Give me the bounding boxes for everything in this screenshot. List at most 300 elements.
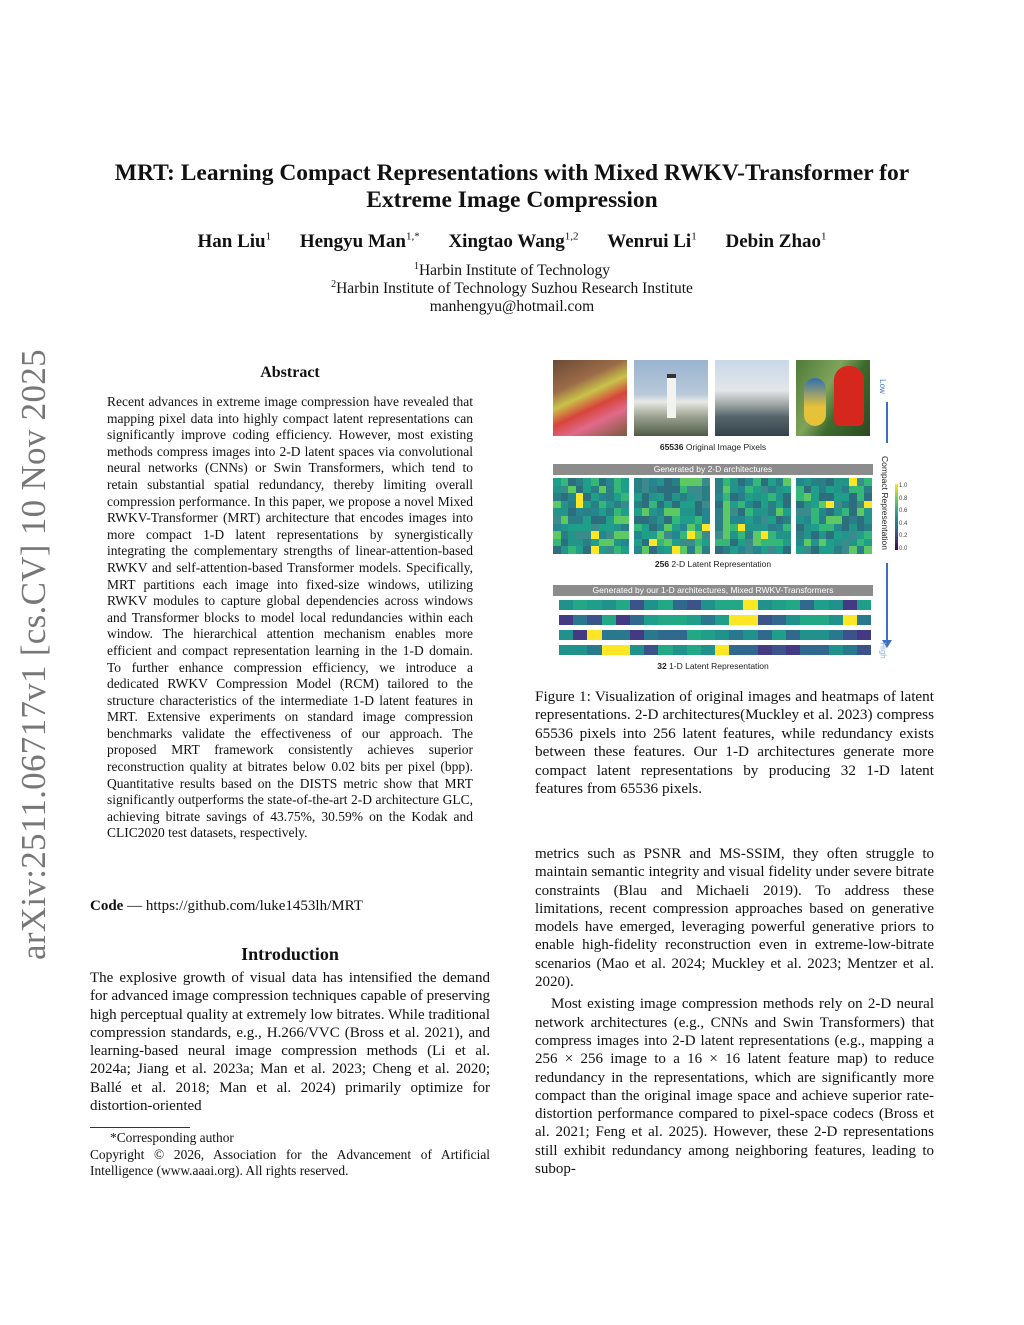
heatmap-cell: [811, 539, 819, 547]
code-line: Code — https://github.com/luke1453lh/MRT: [90, 898, 363, 914]
heatmap-cell: [796, 546, 804, 554]
heatmap-cell: [811, 501, 819, 509]
heatmap-cell: [657, 531, 665, 539]
heatmap-cell: [738, 493, 746, 501]
strip-cell: [800, 600, 814, 610]
heatmap-cell: [599, 501, 607, 509]
heatmap-cell: [849, 516, 857, 524]
latent-1d-strip: [559, 645, 871, 655]
strip-cell: [729, 615, 743, 625]
strip-cell: [630, 615, 644, 625]
strip-cell: [644, 630, 658, 640]
heatmap-cell: [599, 516, 607, 524]
footnote: [90, 1130, 490, 1180]
heatmap-cell: [761, 508, 769, 516]
strip-cell: [843, 645, 857, 655]
heatmap-cell: [591, 531, 599, 539]
heatmap-cell: [553, 486, 561, 494]
heatmap-cell: [576, 531, 584, 539]
strip-cell: [630, 630, 644, 640]
heatmap-cell: [723, 546, 731, 554]
heatmap-cell: [776, 531, 784, 539]
heatmap-cell: [811, 508, 819, 516]
strip-cell: [715, 615, 729, 625]
heatmap-cell: [672, 478, 680, 486]
heatmap-cell: [553, 539, 561, 547]
heatmap-cell: [804, 493, 812, 501]
heatmap-2d-3: [715, 478, 791, 554]
figure-1: [553, 360, 908, 680]
heatmap-cell: [738, 516, 746, 524]
heatmap-cell: [591, 501, 599, 509]
copyright-note: Copyright © 2026, Association for the Advancement of Artificial Intelligence (www.aaai.org). All rights reserved.: [90, 1146, 490, 1178]
heatmap-cell: [553, 501, 561, 509]
heatmap-cell: [583, 493, 591, 501]
heatmap-cell: [621, 501, 629, 509]
heatmap-cell: [634, 546, 642, 554]
strip-cell: [772, 630, 786, 640]
strip-cell: [743, 645, 757, 655]
heatmap-cell: [695, 493, 703, 501]
heatmap-cell: [819, 478, 827, 486]
heatmap-cell: [849, 508, 857, 516]
heatmap-cell: [761, 501, 769, 509]
heatmap-cell: [783, 508, 791, 516]
heatmap-cell: [576, 516, 584, 524]
heatmap-cell: [811, 524, 819, 532]
strip-cell: [843, 630, 857, 640]
heatmap-cell: [568, 546, 576, 554]
arxiv-stamp: arXiv:2511.06717v1 [cs.CV] 10 Nov 2025: [14, 349, 53, 960]
heatmap-cell: [583, 531, 591, 539]
heatmap-cell: [599, 493, 607, 501]
heatmap-cell: [642, 539, 650, 547]
heatmap-cell: [849, 539, 857, 547]
axis-title: Compact Representation: [880, 443, 890, 563]
heatmap-cell: [796, 493, 804, 501]
heatmap-cell: [864, 508, 872, 516]
strip-cell: [715, 645, 729, 655]
heatmap-cell: [745, 508, 753, 516]
heatmap-cell: [753, 493, 761, 501]
heatmap-cell: [606, 493, 614, 501]
colorbar-ticks: 1.0 0.8 0.6 0.4 0.2 0.0: [899, 483, 908, 552]
strip-cell: [701, 645, 715, 655]
strip-cell: [673, 615, 687, 625]
latent-1d-strip: [559, 630, 871, 640]
heatmap-cell: [811, 531, 819, 539]
heatmap-cell: [583, 546, 591, 554]
heatmap-cell: [804, 546, 812, 554]
heatmap-cell: [819, 501, 827, 509]
heatmap-cell: [702, 508, 710, 516]
heatmap-cell: [715, 516, 723, 524]
heatmap-cell: [672, 524, 680, 532]
heatmap-cell: [568, 478, 576, 486]
heatmap-cell: [826, 478, 834, 486]
heatmap-cell: [680, 501, 688, 509]
heatmap-cell: [857, 524, 865, 532]
heatmap-cell: [776, 486, 784, 494]
heatmap-cell: [702, 516, 710, 524]
heatmap-cell: [753, 516, 761, 524]
paragraph: metrics such as PSNR and MS-SSIM, they often struggle to maintain semantic integrity and visual fidelity under severe bitrate constraints (Blau and Michaeli 2019). To address these limitations, recent compression approaches based on generative models have emerged, leveraging powerful generative priors to enable high-fidelity reconstruction even in extreme-low-bitrate scenarios (Mao et al. 2024; Muckley et al. 2023; Mentzer et al. 2020).: [535, 846, 934, 991]
heatmap-cell: [804, 508, 812, 516]
heatmap-cell: [804, 501, 812, 509]
heatmap-cell: [621, 531, 629, 539]
heatmap-cell: [745, 501, 753, 509]
heatmap-cell: [680, 531, 688, 539]
code-label: Code: [90, 898, 124, 914]
strip-cell: [587, 600, 601, 610]
author: Debin Zhao$^1$: [725, 231, 827, 253]
heatmap-cell: [738, 486, 746, 494]
heatmap-cell: [614, 501, 622, 509]
heatmap-cell: [857, 493, 865, 501]
right-column-text: [535, 845, 934, 1178]
author: Xingtao Wang$^{1,2}$: [448, 231, 579, 253]
strip-cell: [687, 645, 701, 655]
heatmap-cell: [664, 486, 672, 494]
strip-cell: [587, 615, 601, 625]
strip-cell: [687, 630, 701, 640]
code-link[interactable]: https://github.com/luke1453lh/MRT: [145, 898, 363, 914]
title-line-1: MRT: Learning Compact Representations with Mixed RWKV-Transformer for: [114, 160, 910, 186]
heatmap-cell: [819, 516, 827, 524]
heatmap-cell: [672, 531, 680, 539]
strip-cell: [758, 630, 772, 640]
heatmap-cell: [730, 539, 738, 547]
heatmap-cell: [642, 478, 650, 486]
heatmap-cell: [834, 501, 842, 509]
strip-cell: [658, 615, 672, 625]
heatmap-cell: [568, 508, 576, 516]
strip-cell: [829, 645, 843, 655]
heatmap-cell: [672, 546, 680, 554]
heatmap-cell: [796, 508, 804, 516]
heatmap-cell: [657, 546, 665, 554]
heatmap-cell: [834, 493, 842, 501]
heatmap-cell: [761, 539, 769, 547]
heatmap-cell: [568, 531, 576, 539]
heatmap-cell: [649, 546, 657, 554]
heatmap-cell: [768, 478, 776, 486]
heatmap-cell: [583, 516, 591, 524]
footnote-rule: [90, 1127, 190, 1128]
strip-cell: [814, 600, 828, 610]
heatmap-cell: [649, 501, 657, 509]
heatmap-cell: [657, 478, 665, 486]
heatmap-cell: [680, 493, 688, 501]
heatmap-cell: [783, 546, 791, 554]
heatmap-cell: [715, 478, 723, 486]
strip-cell: [829, 630, 843, 640]
strip-cell: [602, 600, 616, 610]
strip-cell: [587, 645, 601, 655]
strip-cell: [644, 645, 658, 655]
heatmap-cell: [687, 486, 695, 494]
strip-cell: [658, 630, 672, 640]
latent-1d-strip: [559, 600, 871, 610]
heatmap-cell: [819, 524, 827, 532]
heatmap-cell: [583, 486, 591, 494]
strip-cell: [573, 630, 587, 640]
latent-1d-label: 32 1-D Latent Representation: [657, 661, 769, 671]
heatmap-cell: [649, 508, 657, 516]
heatmap-cell: [672, 486, 680, 494]
heatmap-cell: [730, 546, 738, 554]
heatmap-cell: [561, 516, 569, 524]
strip-cell: [743, 600, 757, 610]
heatmap-cell: [776, 508, 784, 516]
heatmap-cell: [583, 539, 591, 547]
heatmap-cell: [695, 531, 703, 539]
heatmap-cell: [857, 478, 865, 486]
heatmap-cell: [591, 539, 599, 547]
paragraph: Most existing image compression methods rely on 2-D neural network architectures (e.g., CNNs and Swin Transformers) that compress images into 2-D latent representations (e.g., mapping a 256 × 256 image to a 16 × 16 latent feature map) to reduce redundancy in the representations, which are significantly more compact than the original image space and achieve superior rate-distortion performance compared to pixel-space codecs (Bross et al. 2021; Feng et al. 2025). However, these 2-D representations still exhibit redundancy among neighboring features, leading to subop-: [535, 996, 934, 1178]
heatmap-cell: [702, 539, 710, 547]
heatmap-cell: [621, 539, 629, 547]
abstract-text: Recent advances in extreme image compression have revealed that mapping pixel data into highly compact latent representations can significantly improve coding efficiency. However, most existing methods compress images into 2-D latent spaces via convolutional neural networks (CNNs) or Swin Transformers, which tend to retain substantial spatial redundancy, thereby limiting overall compression performance. In this paper, we propose a novel Mixed RWKV-Transformer (MRT) architecture that encodes images into more compact 1-D latent representations by synergistically integrating the complementary strengths of linear-attention-based RWKV and self-attention-based Transformer models. Specifically, MRT partitions each image into fixed-size windows, utilizing RWKV modules to capture global dependencies across windows and Transformer blocks to model local redundancies within each window. The hierarchical attention mechanism enables more efficient and compact representation learning in the 1-D domain. To further enhance compression efficiency, we introduce a dedicated RWKV Compression Model (RCM) tailored to the structure characteristics of the intermediate 1-D latent features in MRT. Extensive experiments on standard image compression benchmarks validate the effectiveness of our approach. The proposed MRT framework consistently achieves superior reconstruction quality at bitrates below 0.02 bits per pixel (bpp). Quantitative results based on the DISTS metric show that MRT significantly outperforms the state-of-the-art 2-D architecture GLC, achieving bitrate savings of 43.75%, 30.59% on the Kodak and CLIC2020 test datasets, respectively.: [107, 394, 473, 841]
axis-low-label: Low: [877, 379, 887, 394]
heatmap-cell: [591, 486, 599, 494]
heatmap-cell: [715, 493, 723, 501]
heatmap-cell: [561, 501, 569, 509]
heatmap-cell: [796, 486, 804, 494]
strip-cell: [814, 645, 828, 655]
strip-cell: [658, 600, 672, 610]
heatmap-cell: [842, 508, 850, 516]
heatmap-cell: [664, 493, 672, 501]
heatmap-cell: [819, 546, 827, 554]
heatmap-cell: [730, 501, 738, 509]
heatmap-cell: [634, 493, 642, 501]
heatmap-cell: [553, 516, 561, 524]
heatmap-cell: [553, 478, 561, 486]
heatmap-cell: [591, 546, 599, 554]
heatmap-cell: [776, 539, 784, 547]
heatmap-cell: [687, 508, 695, 516]
heatmap-cell: [745, 539, 753, 547]
heatmap-cell: [576, 486, 584, 494]
heatmap-cell: [591, 516, 599, 524]
heatmap-cell: [680, 546, 688, 554]
heatmap-cell: [568, 539, 576, 547]
strip-cell: [843, 600, 857, 610]
heatmap-cell: [702, 478, 710, 486]
axis-high-label: High: [878, 642, 888, 659]
heatmap-cell: [599, 546, 607, 554]
heatmap-cell: [826, 501, 834, 509]
author: Hengyu Man$^{1,*}$: [299, 231, 420, 253]
heatmap-cell: [842, 516, 850, 524]
heatmap-cell: [576, 508, 584, 516]
heatmap-cell: [642, 546, 650, 554]
heatmap-cell: [664, 478, 672, 486]
heatmap-cell: [768, 524, 776, 532]
strip-cell: [715, 630, 729, 640]
heatmap-cell: [723, 516, 731, 524]
heatmap-cell: [804, 524, 812, 532]
corresponding-author-note: *Corresponding author: [110, 1130, 234, 1145]
heatmap-cell: [730, 524, 738, 532]
strip-cell: [687, 600, 701, 610]
heatmap-cell: [634, 516, 642, 524]
heatmap-cell: [687, 539, 695, 547]
heatmap-cell: [842, 524, 850, 532]
heatmap-cell: [576, 478, 584, 486]
heatmap-cell: [768, 531, 776, 539]
heatmap-cell: [664, 508, 672, 516]
heatmap-cell: [826, 531, 834, 539]
heatmap-cell: [642, 516, 650, 524]
heatmap-cell: [634, 539, 642, 547]
heatmap-cell: [783, 524, 791, 532]
heatmap-cell: [568, 493, 576, 501]
heatmap-cell: [695, 501, 703, 509]
strip-cell: [758, 645, 772, 655]
heatmap-cell: [715, 539, 723, 547]
heatmap-cell: [745, 546, 753, 554]
heatmap-cell: [819, 493, 827, 501]
heatmap-cell: [834, 524, 842, 532]
strip-cell: [800, 645, 814, 655]
heatmap-cell: [804, 478, 812, 486]
heatmap-cell: [811, 486, 819, 494]
heatmap-cell: [657, 539, 665, 547]
heatmap-cell: [745, 516, 753, 524]
heatmap-cell: [761, 531, 769, 539]
abstract-heading: Abstract: [260, 364, 320, 381]
strip-cell: [559, 600, 573, 610]
photo-harbor: [715, 360, 789, 436]
heatmap-cell: [702, 546, 710, 554]
strip-cell: [630, 645, 644, 655]
heatmap-cell: [614, 539, 622, 547]
heatmap-cell: [730, 486, 738, 494]
strip-cell: [829, 600, 843, 610]
heatmap-cell: [649, 493, 657, 501]
heatmap-cell: [599, 486, 607, 494]
heatmap-cell: [783, 486, 791, 494]
heatmap-cell: [826, 524, 834, 532]
heatmap-cell: [715, 546, 723, 554]
heatmap-cell: [695, 516, 703, 524]
heatmap-cell: [657, 516, 665, 524]
strip-cell: [729, 630, 743, 640]
heatmap-cell: [621, 508, 629, 516]
latent-1d-strip: [559, 615, 871, 625]
heatmap-cell: [695, 539, 703, 547]
heatmap-cell: [842, 501, 850, 509]
heatmap-cell: [857, 501, 865, 509]
heatmap-cell: [687, 546, 695, 554]
bar-1d-architectures: Generated by our 1-D architectures, Mixed RWKV-Transformers: [553, 585, 873, 596]
strip-cell: [616, 630, 630, 640]
heatmap-cell: [715, 524, 723, 532]
heatmap-cell: [811, 546, 819, 554]
heatmap-cell: [568, 516, 576, 524]
strip-cell: [658, 645, 672, 655]
heatmap-cell: [761, 516, 769, 524]
heatmap-cell: [753, 546, 761, 554]
heatmap-cell: [561, 478, 569, 486]
heatmap-cell: [723, 486, 731, 494]
heatmap-cell: [606, 478, 614, 486]
heatmap-cell: [614, 524, 622, 532]
strip-cell: [616, 615, 630, 625]
heatmap-cell: [702, 501, 710, 509]
heatmap-cell: [687, 516, 695, 524]
strip-cell: [786, 600, 800, 610]
photo-knit-hats: [553, 360, 627, 436]
heatmap-cell: [783, 501, 791, 509]
pixels-label: 65536 Original Image Pixels: [659, 442, 767, 452]
heatmap-cell: [834, 516, 842, 524]
heatmap-cell: [796, 524, 804, 532]
heatmap-cell: [776, 546, 784, 554]
heatmap-cell: [606, 524, 614, 532]
heatmap-cell: [804, 516, 812, 524]
heatmap-cell: [819, 508, 827, 516]
heatmap-cell: [857, 546, 865, 554]
heatmap-cell: [753, 478, 761, 486]
heatmap-cell: [738, 501, 746, 509]
affiliation-1: $^1$Harbin Institute of Technology: [413, 261, 611, 280]
heatmap-cell: [621, 478, 629, 486]
strip-cell: [701, 615, 715, 625]
strip-cell: [673, 645, 687, 655]
heatmap-cell: [864, 486, 872, 494]
heatmap-cell: [842, 539, 850, 547]
heatmap-cell: [649, 539, 657, 547]
heatmap-cell: [857, 508, 865, 516]
author: Wenrui Li$^1$: [607, 231, 697, 253]
heatmap-2d-1: [553, 478, 629, 554]
heatmap-cell: [664, 539, 672, 547]
photo-lighthouse: [634, 360, 708, 436]
heatmap-cell: [591, 493, 599, 501]
heatmap-cell: [753, 539, 761, 547]
lighthouse-tower: [667, 374, 676, 418]
introduction-text: The explosive growth of visual data has intensified the demand for advanced image compression techniques capable of preserving high perceptual quality at extremely low bitrates. While traditional compression standards, e.g., H.266/VVC (Bross et al. 2021), and learning-based neural image compression methods (Li et al. 2024a; Jiang et al. 2023a; Man et al. 2023; Cheng et al. 2020; Ballé et al. 2018; Man et al. 2024) primarily optimize for distortion-oriented: [90, 970, 491, 1115]
strip-cell: [715, 600, 729, 610]
heatmap-cell: [783, 531, 791, 539]
strip-cell: [559, 615, 573, 625]
heatmap-cell: [864, 516, 872, 524]
heatmap-cell: [796, 531, 804, 539]
heatmap-cell: [576, 524, 584, 532]
heatmap-cell: [811, 516, 819, 524]
heatmap-cell: [657, 524, 665, 532]
strip-cell: [843, 615, 857, 625]
heatmap-cell: [568, 501, 576, 509]
strip-cell: [687, 615, 701, 625]
author-list: [60, 231, 964, 253]
heatmap-cell: [842, 531, 850, 539]
heatmap-cell: [649, 478, 657, 486]
heatmap-cell: [826, 516, 834, 524]
heatmap-cell: [561, 531, 569, 539]
heatmap-cell: [576, 501, 584, 509]
heatmap-cell: [849, 486, 857, 494]
title-line-2: Extreme Image Compression: [366, 187, 658, 213]
heatmap-cell: [642, 531, 650, 539]
heatmap-cell: [695, 486, 703, 494]
strip-cell: [758, 615, 772, 625]
heatmap-cell: [702, 524, 710, 532]
bar-2d-architectures: Generated by 2-D architectures: [553, 464, 873, 475]
